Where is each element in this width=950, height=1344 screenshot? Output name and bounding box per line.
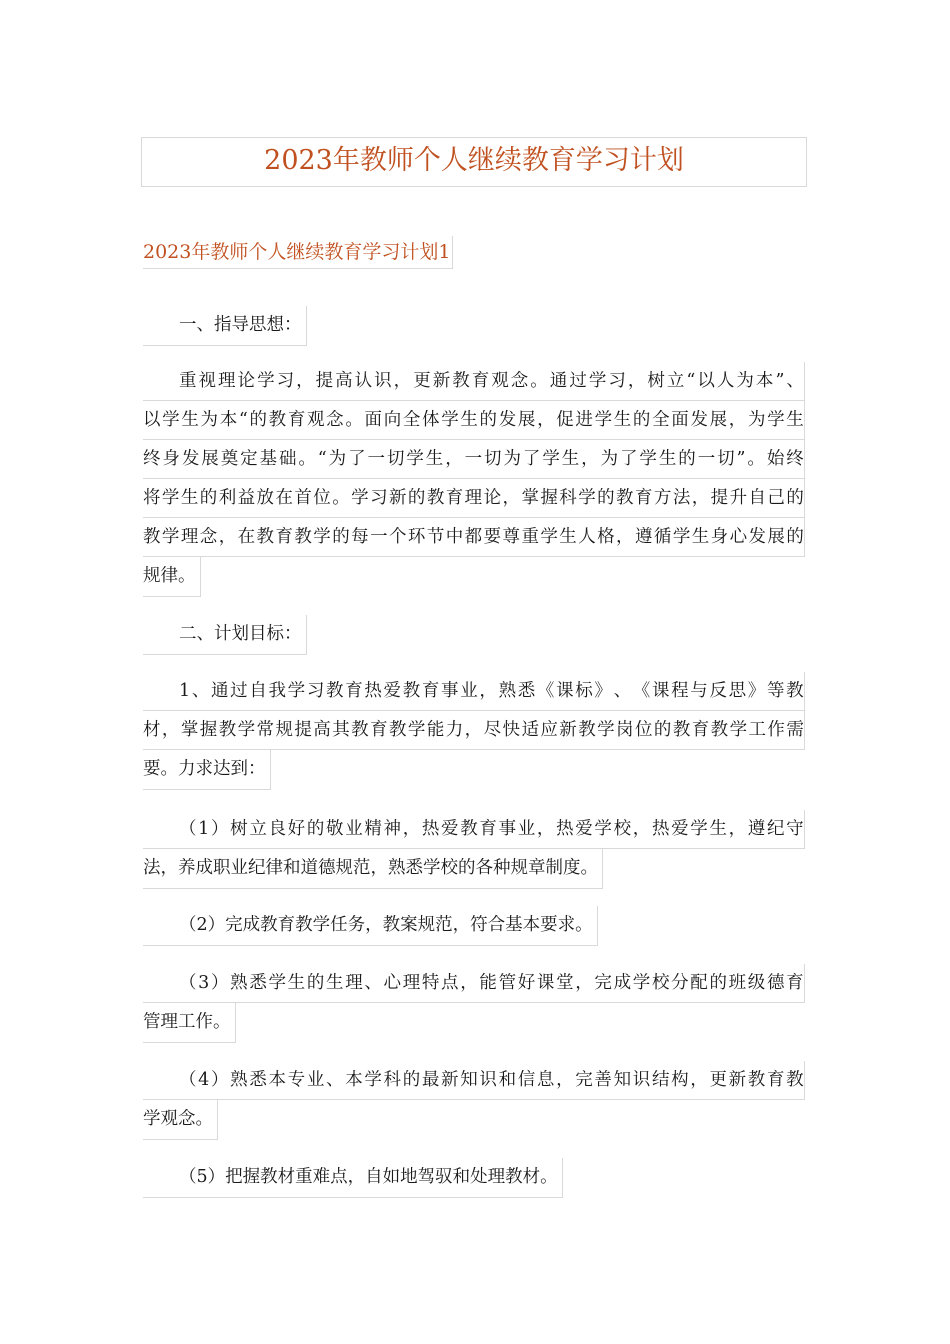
paragraph-line: 终 身 发 展 奠 定 基 础 。 “ 为 了 一 切 学 生 ， 一 切 为 了 学 生 ， 为 了 学 生 的 一 切 ” 。 始 终 — [143, 440, 805, 479]
section2-heading-block — [143, 615, 307, 655]
sub1-paragraph — [143, 810, 805, 889]
sub4-paragraph — [143, 1061, 805, 1140]
paragraph-line: （2）完成教育教学任务，教案规范，符合基本要求。 — [143, 906, 598, 946]
section1-heading: 一、指导思想： — [143, 306, 307, 346]
sub3-paragraph — [143, 964, 805, 1043]
paragraph-line: 要。力求达到： — [143, 750, 271, 790]
paragraph-line: （ 3 ） 熟 悉 学 生 的 生 理 、 心 理 特 点 ， 能 管 好 课 堂 ， 完 成 学 校 分 配 的 班 级 德 育 — [143, 964, 805, 1003]
paragraph-line: 将 学 生 的 利 益 放 在 首 位 。 学 习 新 的 教 育 理 论 ， 掌 握 科 学 的 教 育 方 法 ， 提 升 自 己 的 — [143, 479, 805, 518]
section1-heading-block — [143, 306, 307, 346]
paragraph-line: （5）把握教材重难点，自如地驾驭和处理教材。 — [143, 1158, 563, 1198]
paragraph-line: 学观念。 — [143, 1100, 218, 1140]
paragraph-line: （ 4 ） 熟 悉 本 专 业 、 本 学 科 的 最 新 知 识 和 信 息 ， 完 善 知 识 结 构 ， 更 新 教 育 教 — [143, 1061, 805, 1100]
paragraph-line: 以 学 生 为 本 “ 的 教 育 观 念 。 面 向 全 体 学 生 的 发 展 ， 促 进 学 生 的 全 面 发 展 ， 为 学 生 — [143, 401, 805, 440]
paragraph-line: 材 ， 掌 握 教 学 常 规 提 高 其 教 育 教 学 能 力 ， 尽 快 适 应 新 教 学 岗 位 的 教 育 教 学 工 作 需 — [143, 711, 805, 750]
paragraph-line: 法，养成职业纪律和道德规范，熟悉学校的各种规章制度。 — [143, 849, 603, 889]
paragraph-line: 规律。 — [143, 557, 201, 597]
section1-paragraph — [143, 362, 805, 597]
section-subtitle: 2023年教师个人继续教育学习计划1 — [143, 236, 453, 269]
paragraph-line: 重 视 理 论 学 习 ， 提 高 认 识 ， 更 新 教 育 观 念 。 通 过 学 习 ， 树 立 “ 以 人 为 本 ” 、 — [143, 362, 805, 401]
paragraph-line: 教 学 理 念 ， 在 教 育 教 学 的 每 一 个 环 节 中 都 要 尊 重 学 生 人 格 ， 遵 循 学 生 身 心 发 展 的 — [143, 518, 805, 557]
document-title: 2023年教师个人继续教育学习计划 — [141, 137, 807, 187]
item1-paragraph — [143, 672, 805, 790]
paragraph-line: 1 、 通 过 自 我 学 习 教 育 热 爱 教 育 事 业 ， 熟 悉 《 课 标 》 、 《 课 程 与 反 思 》 等 教 — [143, 672, 805, 711]
section2-heading: 二、计划目标： — [143, 615, 307, 655]
paragraph-line: （ 1 ） 树 立 良 好 的 敬 业 精 神 ， 热 爱 教 育 事 业 ， 热 爱 学 校 ， 热 爱 学 生 ， 遵 纪 守 — [143, 810, 805, 849]
paragraph-line: 管理工作。 — [143, 1003, 236, 1043]
sub5-paragraph — [143, 1158, 563, 1198]
sub2-paragraph — [143, 906, 598, 946]
